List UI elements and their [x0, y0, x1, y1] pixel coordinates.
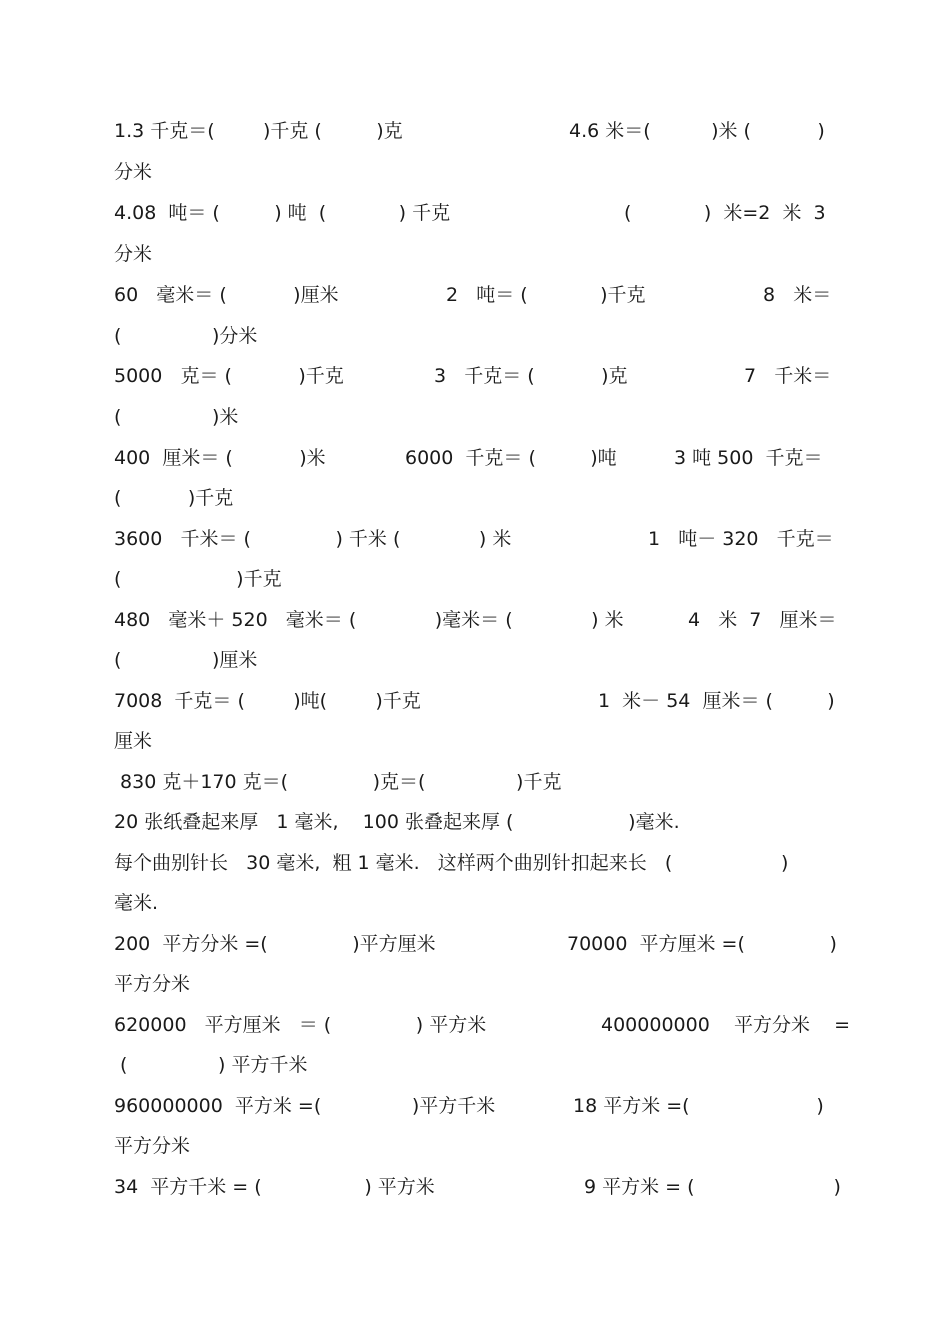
worksheet-line [0, 119, 950, 159]
question-text: 3600 千米＝ ( ) 千米 ( ) 米 [114, 528, 512, 550]
question-text: 5000 克＝ ( )千克 [114, 365, 344, 387]
worksheet-line [0, 972, 950, 1012]
worksheet-line [0, 446, 950, 486]
question-text: 3 千克＝ ( )克 [434, 365, 628, 387]
question-text: 830 克＋170 克＝( )克＝( )千克 [114, 771, 562, 793]
question-text: 400 厘米＝ ( )米 [114, 447, 326, 469]
question-text: 400000000 平方分米 = [601, 1014, 851, 1036]
worksheet-line [0, 932, 950, 972]
question-text: 960000000 平方米 =( )平方千米 [114, 1095, 496, 1117]
worksheet-line [0, 1175, 950, 1215]
question-text: 20 张纸叠起来厚 1 毫米, 100 张叠起来厚 ( )毫米. [114, 811, 680, 833]
question-text: 分米 [114, 243, 153, 265]
worksheet-line [0, 201, 950, 241]
worksheet-line [0, 405, 950, 445]
question-text: 8 米＝ [763, 284, 832, 306]
question-text: 4.08 吨＝ ( ) 吨 ( ) 千克 [114, 202, 451, 224]
question-text: 4.6 米＝( )米 ( ) [569, 120, 825, 142]
question-text: 1 吨－ 320 千克＝ [648, 528, 834, 550]
worksheet-line [0, 567, 950, 607]
question-text: 每个曲别针长 30 毫米, 粗 1 毫米. 这样两个曲别针扣起来长 ( ) [114, 852, 789, 874]
worksheet-line [0, 1094, 950, 1134]
question-text: ( )千克 [114, 487, 234, 509]
worksheet-line [0, 770, 950, 810]
question-text: ( ) 平方千米 [114, 1054, 308, 1076]
worksheet-line [0, 283, 950, 323]
question-text: 3 吨 500 千克＝ [674, 447, 823, 469]
worksheet-line [0, 324, 950, 364]
question-text: 平方分米 [114, 1135, 191, 1157]
question-text: 1 米－ 54 厘米＝ ( ) [598, 690, 835, 712]
worksheet-line [0, 364, 950, 404]
question-text: 毫米. [114, 892, 159, 914]
question-text: 平方分米 [114, 973, 191, 995]
question-text: 7 千米＝ [744, 365, 832, 387]
worksheet-line [0, 891, 950, 931]
question-text: 34 平方千米 = ( ) 平方米 [114, 1176, 435, 1198]
question-text: 620000 平方厘米 ＝ ( ) 平方米 [114, 1014, 487, 1036]
question-text: 分米 [114, 161, 153, 183]
question-text: ( )分米 [114, 325, 258, 347]
worksheet-line [0, 1134, 950, 1174]
worksheet-line [0, 242, 950, 282]
question-text: 200 平方分米 =( )平方厘米 [114, 933, 436, 955]
question-text: 70000 平方厘米 =( ) [567, 933, 837, 955]
worksheet-line [0, 486, 950, 526]
worksheet-line [0, 160, 950, 200]
question-text: 厘米 [114, 730, 153, 752]
question-text: 18 平方米 =( ) [573, 1095, 824, 1117]
question-text: 480 毫米＋ 520 毫米＝ ( )毫米＝ ( ) 米 [114, 609, 624, 631]
question-text: ( ) 米=2 米 3 [624, 202, 826, 224]
question-text: 4 米 7 厘米＝ [688, 609, 837, 631]
question-text: ( )厘米 [114, 649, 258, 671]
question-text: 60 毫米＝ ( )厘米 [114, 284, 339, 306]
question-text: 6000 千克＝ ( )吨 [405, 447, 617, 469]
worksheet-line [0, 527, 950, 567]
worksheet-line [0, 851, 950, 891]
worksheet-line [0, 810, 950, 850]
question-text: ( )千克 [114, 568, 282, 590]
question-text: 2 吨＝ ( )千克 [446, 284, 646, 306]
worksheet-line [0, 729, 950, 769]
worksheet-line [0, 689, 950, 729]
worksheet-line [0, 648, 950, 688]
worksheet-line [0, 1013, 950, 1053]
question-text: ( )米 [114, 406, 239, 428]
question-text: 1.3 千克＝( )千克 ( )克 [114, 120, 403, 142]
question-text: 7008 千克＝ ( )吨( )千克 [114, 690, 421, 712]
worksheet-line [0, 1053, 950, 1093]
worksheet-line [0, 608, 950, 648]
question-text: 9 平方米 = ( ) [584, 1176, 841, 1198]
